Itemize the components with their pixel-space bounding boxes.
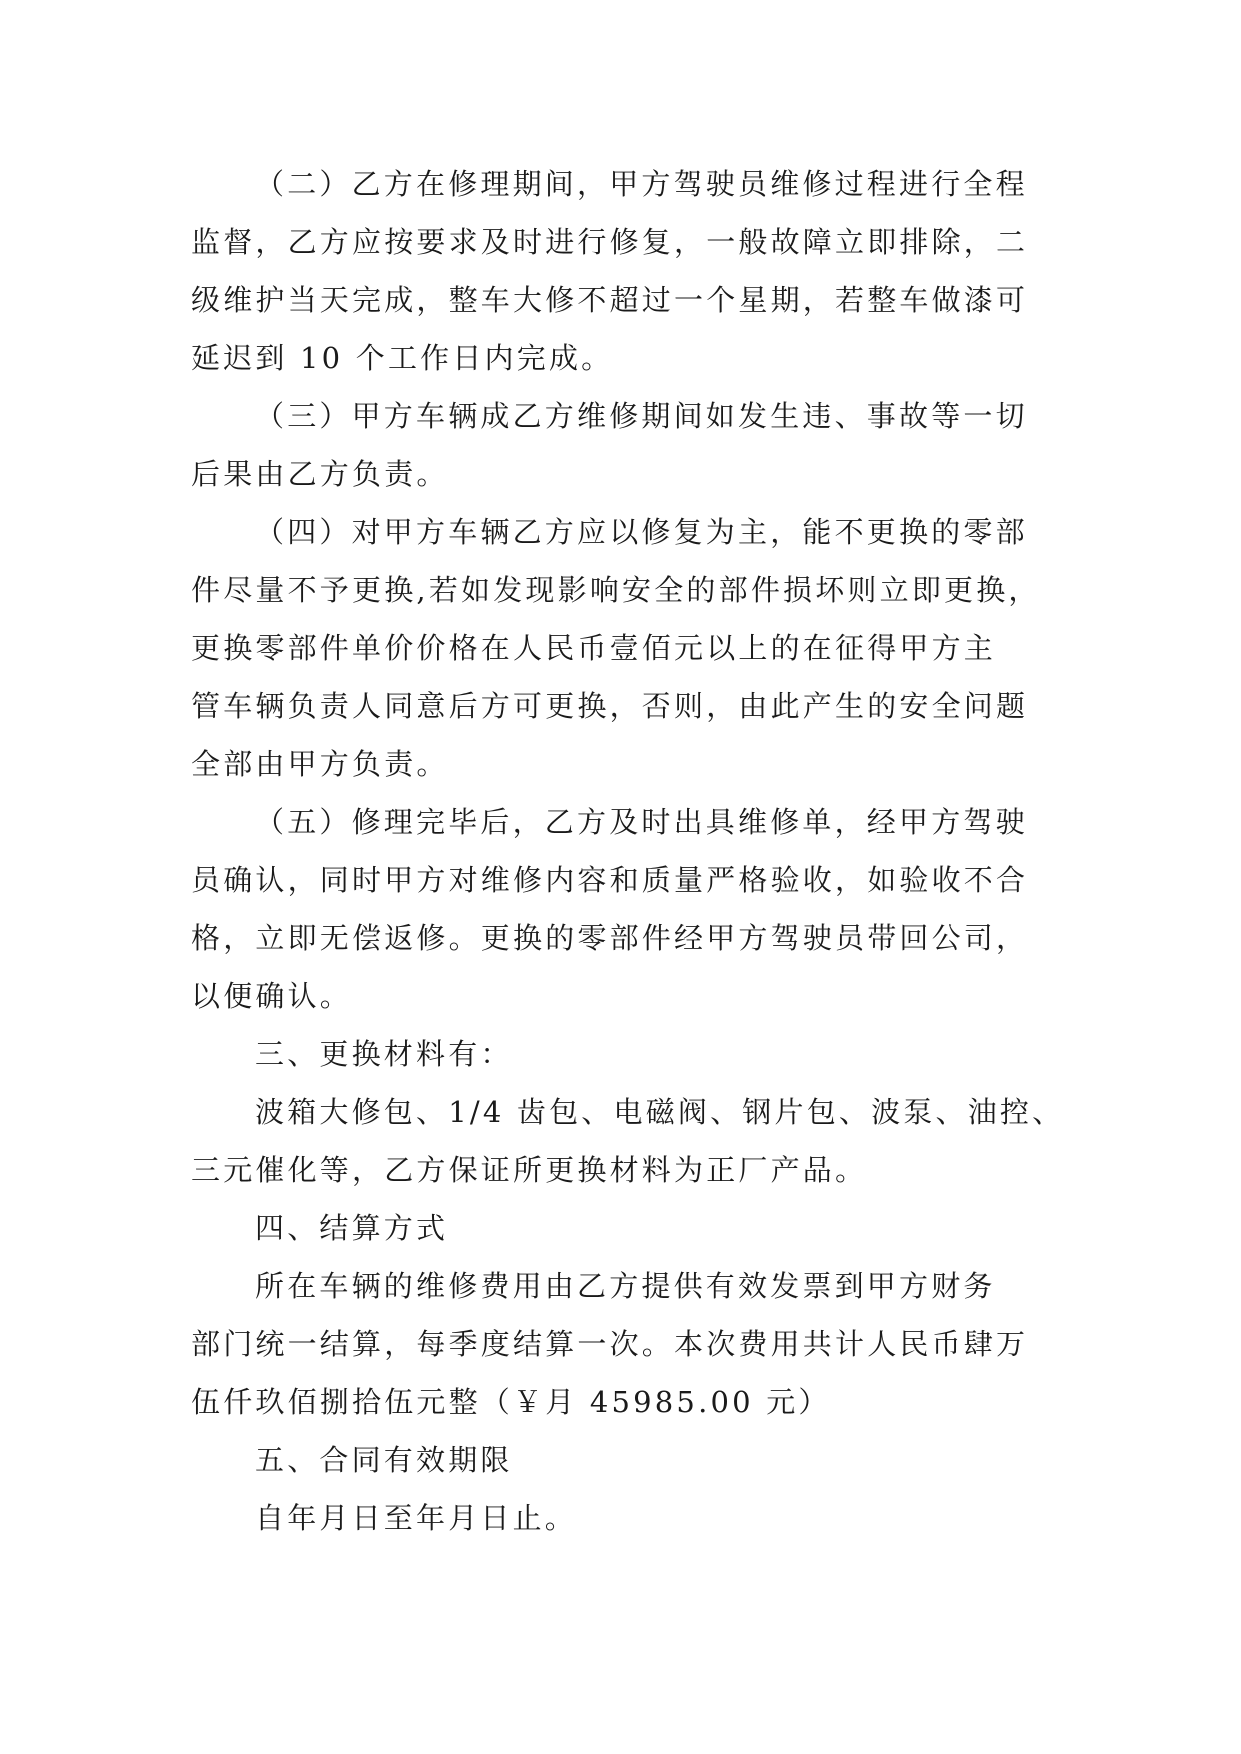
paragraph-5-line-2: 员确认，同时甲方对维修内容和质量严格验收，如验收不合 — [191, 863, 1029, 897]
paragraph-5-line-3: 格，立即无偿返修。更换的零部件经甲方驾驶员带回公司， — [191, 921, 1029, 955]
settlement-line-1: 所在车辆的维修费用由乙方提供有效发票到甲方财务 — [255, 1269, 996, 1303]
paragraph-3-line-1: （三）甲方车辆成乙方维修期间如发生违、事故等一切 — [255, 399, 1028, 433]
paragraph-3-line-2: 后果由乙方负责。 — [191, 457, 449, 491]
paragraph-4-line-3: 更换零部件单价价格在人民币壹佰元以上的在征得甲方主 — [191, 631, 997, 665]
paragraph-4-line-5: 全部由甲方负责。 — [191, 747, 449, 781]
paragraph-4-line-4: 管车辆负责人同意后方可更换，否则，由此产生的安全问题 — [191, 689, 1029, 723]
materials-line-2: 三元催化等，乙方保证所更换材料为正厂产品。 — [191, 1153, 868, 1187]
paragraph-2-line-3: 级维护当天完成，整车大修不超过一个星期，若整车做漆可 — [191, 283, 1029, 317]
paragraph-2-line-2: 监督，乙方应按要求及时进行修复，一般故障立即排除，二 — [191, 225, 1029, 259]
settlement-line-2: 部门统一结算，每季度结算一次。本次费用共计人民币肆万 — [191, 1327, 1029, 1361]
section-3-heading: 三、更换材料有： — [255, 1037, 513, 1071]
section-5-heading: 五、合同有效期限 — [255, 1443, 513, 1477]
paragraph-2-line-1: （二）乙方在修理期间，甲方驾驶员维修过程进行全程 — [255, 167, 1028, 201]
paragraph-5-line-4: 以便确认。 — [191, 979, 353, 1013]
paragraph-5-line-1: （五）修理完毕后，乙方及时出具维修单，经甲方驾驶 — [255, 805, 1028, 839]
validity-period-line: 自年月日至年月日止。 — [255, 1501, 578, 1535]
paragraph-4-line-1: （四）对甲方车辆乙方应以修复为主，能不更换的零部 — [255, 515, 1028, 549]
section-4-heading: 四、结算方式 — [255, 1211, 449, 1245]
settlement-line-3: 伍仟玖佰捌拾伍元整（￥月 45985.00 元） — [191, 1385, 831, 1419]
materials-line-1: 波箱大修包、1/4 齿包、电磁阀、钢片包、波泵、油控、 — [255, 1095, 1065, 1129]
paragraph-2-line-4: 延迟到 10 个工作日内完成。 — [191, 341, 614, 375]
paragraph-4-line-2: 件尽量不予更换,若如发现影响安全的部件损坏则立即更换， — [191, 573, 1041, 607]
